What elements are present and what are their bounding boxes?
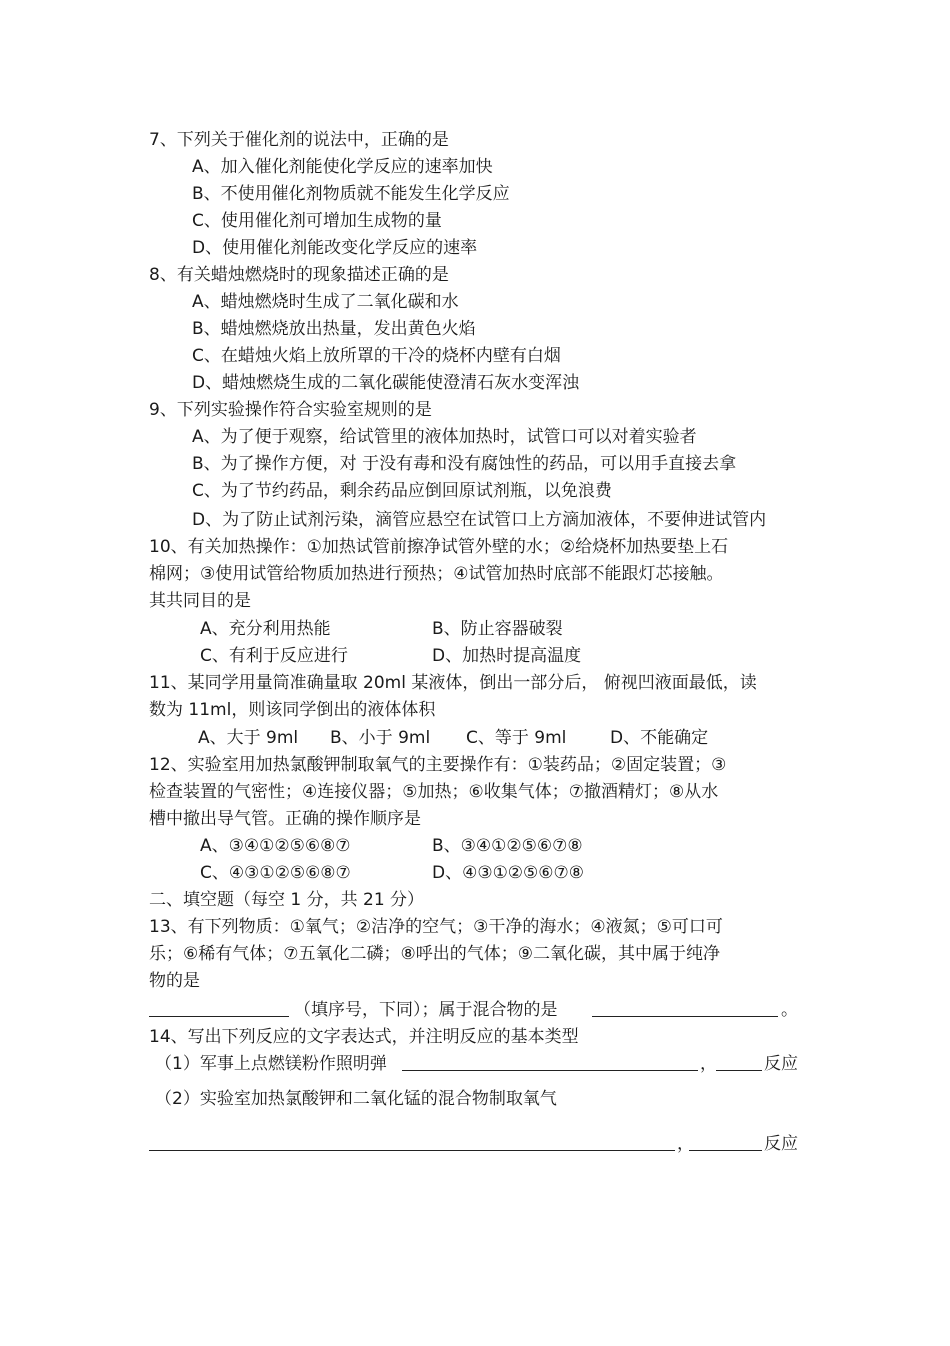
- q13-pure-answer-blank[interactable]: [149, 1002, 289, 1017]
- q10-option-a: A、充分利用热能: [200, 619, 331, 639]
- q12-option-a: A、③④①②⑤⑥⑧⑦: [200, 836, 351, 856]
- q7-option-a: A、加入催化剂能使化学反应的速率加快: [192, 157, 493, 177]
- q10-stem-line1: 10、有关加热操作：①加热试管前擦净试管外壁的水；②给烧杯加热要垫上石: [149, 537, 729, 557]
- q14-part1-equation-blank[interactable]: [402, 1056, 698, 1071]
- q13-stem-line2: 乐；⑥稀有气体；⑦五氧化二磷；⑧呼出的气体；⑨二氧化碳，其中属于纯净: [149, 944, 720, 964]
- q12-stem-line2: 检查装置的气密性；④连接仪器；⑤加热；⑥收集气体；⑦撤酒精灯；⑧从水: [149, 782, 719, 802]
- q14-part1-comma: ，: [700, 1054, 717, 1074]
- q10-option-c: C、有利于反应进行: [200, 646, 348, 666]
- q11-option-d: D、不能确定: [610, 728, 709, 748]
- q9-stem: 9、下列实验操作符合实验室规则的是: [149, 400, 432, 420]
- q14-part2-type-blank[interactable]: [689, 1136, 762, 1151]
- q10-option-d: D、加热时提高温度: [432, 646, 582, 666]
- q13-stem-line3: 物的是: [149, 971, 200, 991]
- q13-stem-line1: 13、有下列物质：①氧气；②洁净的空气；③干净的海水；④液氮；⑤可口可: [149, 917, 723, 937]
- q13-period: 。: [781, 1000, 798, 1020]
- q14-part2-equation-blank[interactable]: [149, 1136, 675, 1151]
- q8-option-b: B、蜡烛燃烧放出热量，发出黄色火焰: [192, 319, 476, 339]
- q11-stem-line1: 11、某同学用量筒准确量取 20ml 某液体，倒出一部分后， 俯视凹液面最低，读: [149, 673, 757, 693]
- q11-option-a: A、大于 9ml: [198, 728, 299, 748]
- q9-option-a: A、为了便于观察，给试管里的液体加热时，试管口可以对着实验者: [192, 427, 697, 447]
- q10-option-b: B、防止容器破裂: [432, 619, 563, 639]
- q12-option-d: D、④③①②⑤⑥⑦⑧: [432, 863, 585, 883]
- q11-stem-line2: 数为 11ml，则该同学倒出的液体体积: [149, 700, 436, 720]
- q8-option-d: D、蜡烛燃烧生成的二氧化碳能使澄清石灰水变浑浊: [192, 373, 580, 393]
- q11-option-b: B、小于 9ml: [330, 728, 431, 748]
- q14-part2-comma: ，: [677, 1134, 694, 1154]
- section-2-heading: 二、填空题（每空 1 分，共 21 分）: [149, 890, 425, 910]
- q9-option-b: B、为了操作方便，对 于没有毒和没有腐蚀性的药品，可以用手直接去拿: [192, 454, 737, 474]
- q12-option-b: B、③④①②⑤⑥⑦⑧: [432, 836, 583, 856]
- q13-mixture-answer-blank[interactable]: [592, 1002, 778, 1017]
- q8-stem: 8、有关蜡烛燃烧时的现象描述正确的是: [149, 265, 449, 285]
- q12-option-c: C、④③①②⑤⑥⑧⑦: [200, 863, 351, 883]
- q14-part2-prompt: （2）实验室加热氯酸钾和二氧化锰的混合物制取氧气: [155, 1089, 557, 1109]
- q13-fill-mid-text: （填序号，下同）；属于混合物的是: [294, 1000, 558, 1020]
- q11-option-c: C、等于 9ml: [466, 728, 567, 748]
- q7-option-c: C、使用催化剂可增加生成物的量: [192, 211, 442, 231]
- q7-option-d: D、使用催化剂能改变化学反应的速率: [192, 238, 478, 258]
- q7-option-b: B、不使用催化剂物质就不能发生化学反应: [192, 184, 510, 204]
- q12-stem-line3: 槽中撤出导气管。正确的操作顺序是: [149, 809, 421, 829]
- q14-part1-prompt: （1）军事上点燃镁粉作照明弹: [155, 1054, 387, 1074]
- q8-option-a: A、蜡烛燃烧时生成了二氧化碳和水: [192, 292, 459, 312]
- q10-stem-line2: 棉网；③使用试管给物质加热进行预热；④试管加热时底部不能跟灯芯接触。: [149, 564, 724, 584]
- q10-stem-line3: 其共同目的是: [149, 591, 251, 611]
- q7-stem: 7、下列关于催化剂的说法中，正确的是: [149, 130, 449, 150]
- q12-stem-line1: 12、实验室用加热氯酸钾制取氧气的主要操作有：①装药品；②固定装置；③: [149, 755, 727, 775]
- q9-option-c: C、为了节约药品，剩余药品应倒回原试剂瓶，以免浪费: [192, 481, 612, 501]
- q8-option-c: C、在蜡烛火焰上放所罩的干冷的烧杯内壁有白烟: [192, 346, 561, 366]
- q14-part1-suffix: 反应: [764, 1054, 798, 1074]
- q14-stem: 14、写出下列反应的文字表达式，并注明反应的基本类型: [149, 1027, 579, 1047]
- q14-part1-type-blank[interactable]: [716, 1056, 762, 1071]
- q9-option-d: D、为了防止试剂污染，滴管应悬空在试管口上方滴加液体，不要伸进试管内: [192, 510, 767, 530]
- q14-part2-suffix: 反应: [764, 1134, 798, 1154]
